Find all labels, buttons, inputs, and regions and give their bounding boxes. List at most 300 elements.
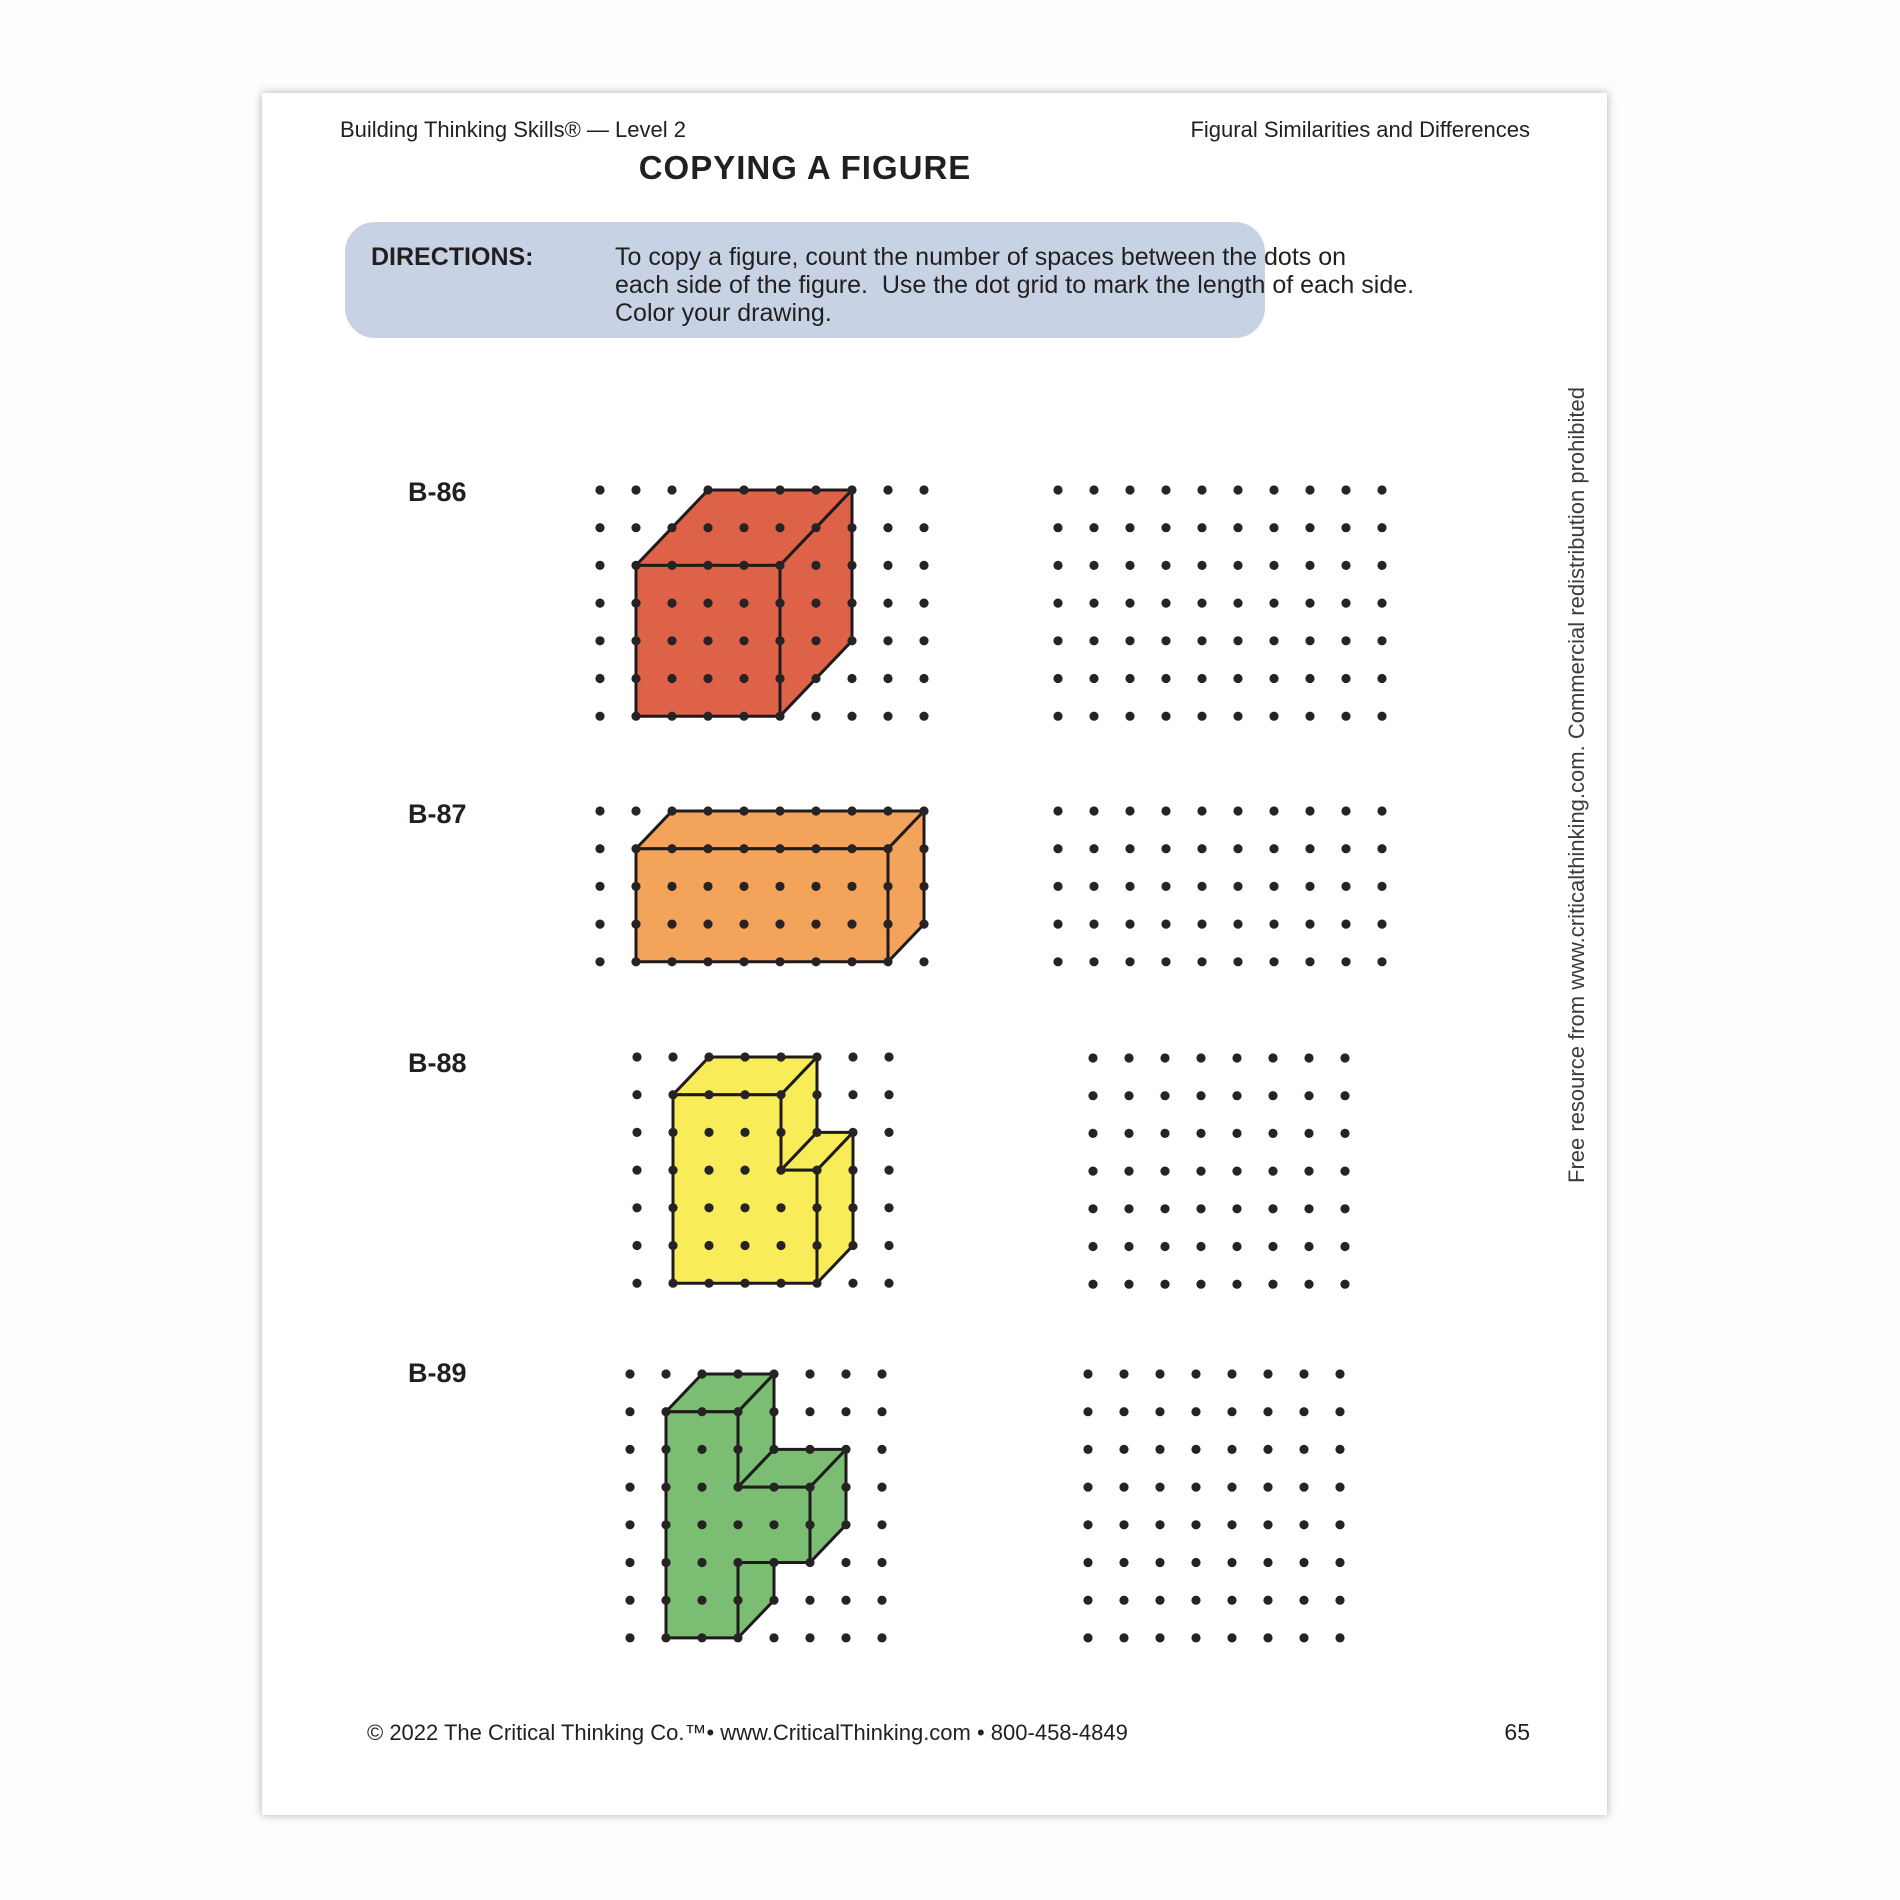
grid-dot [919, 920, 928, 929]
grid-dot [1305, 674, 1314, 683]
grid-dot [1233, 674, 1242, 683]
grid-dot [1233, 636, 1242, 645]
grid-dot [776, 1241, 785, 1250]
grid-dot [1377, 636, 1386, 645]
grid-dot [661, 1445, 670, 1454]
grid-dot [877, 1369, 886, 1378]
grid-dot [667, 957, 676, 966]
grid-dot [1089, 957, 1098, 966]
grid-dot [1232, 1242, 1241, 1251]
grid-dot [1305, 599, 1314, 608]
grid-dot [1377, 599, 1386, 608]
grid-dot [1124, 1167, 1133, 1176]
grid-dot [805, 1369, 814, 1378]
grid-dot [1269, 957, 1278, 966]
grid-dot [884, 1241, 893, 1250]
grid-dot [841, 1596, 850, 1605]
grid-dot [704, 1128, 713, 1137]
grid-dot [1197, 844, 1206, 853]
grid-dot [1305, 806, 1314, 815]
grid-dot [847, 712, 856, 721]
grid-dot [1197, 957, 1206, 966]
problem-label-b86: B-86 [408, 477, 467, 507]
grid-dot [775, 674, 784, 683]
grid-dot [1124, 1204, 1133, 1213]
grid-dot [1089, 636, 1098, 645]
grid-dot [775, 712, 784, 721]
grid-dot [1341, 957, 1350, 966]
b86-copy-grid[interactable] [1053, 485, 1386, 720]
grid-dot [1197, 636, 1206, 645]
grid-dot [883, 674, 892, 683]
grid-dot [739, 485, 748, 494]
grid-dot [848, 1090, 857, 1099]
grid-dot [1053, 920, 1062, 929]
grid-dot [1227, 1483, 1236, 1492]
grid-dot [667, 882, 676, 891]
grid-dot [704, 1279, 713, 1288]
grid-dot [1053, 523, 1062, 532]
grid-dot [632, 1203, 641, 1212]
grid-dot [919, 957, 928, 966]
grid-dot [1304, 1204, 1313, 1213]
grid-dot [733, 1633, 742, 1642]
grid-dot [739, 882, 748, 891]
grid-dot [884, 1279, 893, 1288]
grid-dot [776, 1052, 785, 1061]
grid-dot [883, 712, 892, 721]
grid-dot [1233, 523, 1242, 532]
grid-dot [1304, 1280, 1313, 1289]
grid-dot [883, 636, 892, 645]
grid-dot [1083, 1407, 1092, 1416]
grid-dot [1161, 523, 1170, 532]
grid-dot [1197, 561, 1206, 570]
grid-dot [1196, 1204, 1205, 1213]
grid-dot [697, 1369, 706, 1378]
grid-dot [841, 1369, 850, 1378]
grid-dot [811, 806, 820, 815]
grid-dot [703, 957, 712, 966]
problem-label-b89: B-89 [408, 1358, 467, 1388]
grid-dot [847, 599, 856, 608]
grid-dot [667, 806, 676, 815]
grid-dot [848, 1128, 857, 1137]
grid-dot [703, 561, 712, 570]
grid-dot [733, 1596, 742, 1605]
grid-dot [1124, 1091, 1133, 1100]
grid-dot [739, 599, 748, 608]
grid-dot [632, 1128, 641, 1137]
grid-dot [1089, 712, 1098, 721]
grid-dot [631, 806, 640, 815]
page-title: COPYING A FIGURE [638, 149, 972, 186]
grid-dot [733, 1558, 742, 1567]
grid-dot [661, 1369, 670, 1378]
grid-dot [919, 485, 928, 494]
grid-dot [632, 1090, 641, 1099]
grid-dot [1233, 599, 1242, 608]
grid-dot [1191, 1633, 1200, 1642]
grid-dot [775, 957, 784, 966]
grid-dot [769, 1369, 778, 1378]
grid-dot [733, 1407, 742, 1416]
grid-dot [1191, 1558, 1200, 1567]
grid-dot [812, 1090, 821, 1099]
grid-dot [625, 1369, 634, 1378]
grid-dot [805, 1407, 814, 1416]
grid-dot [775, 485, 784, 494]
grid-dot [1083, 1369, 1092, 1378]
grid-dot [1232, 1053, 1241, 1062]
grid-dot [841, 1407, 850, 1416]
grid-dot [811, 882, 820, 891]
grid-dot [667, 674, 676, 683]
grid-dot [884, 1128, 893, 1137]
grid-dot [1341, 485, 1350, 494]
grid-dot [1119, 1407, 1128, 1416]
grid-dot [739, 674, 748, 683]
grid-dot [1125, 712, 1134, 721]
grid-dot [1263, 1445, 1272, 1454]
grid-dot [1377, 844, 1386, 853]
grid-dot [1232, 1129, 1241, 1138]
grid-dot [1305, 920, 1314, 929]
side-note-vertical-text: Free resource from www.criticalthinking.com. Commercial redistribution prohibited [1564, 387, 1589, 1183]
grid-dot [1233, 485, 1242, 494]
grid-dot [1341, 561, 1350, 570]
grid-dot [811, 599, 820, 608]
grid-dot [595, 712, 604, 721]
grid-dot [919, 806, 928, 815]
grid-dot [841, 1445, 850, 1454]
grid-dot [883, 485, 892, 494]
grid-dot [812, 1166, 821, 1175]
grid-dot [661, 1520, 670, 1529]
grid-dot [775, 561, 784, 570]
grid-dot [1161, 636, 1170, 645]
grid-dot [811, 561, 820, 570]
grid-dot [1125, 674, 1134, 683]
grid-dot [1335, 1596, 1344, 1605]
grid-dot [1341, 599, 1350, 608]
grid-dot [1233, 844, 1242, 853]
grid-dot [1124, 1242, 1133, 1251]
grid-dot [811, 523, 820, 532]
grid-dot [668, 1052, 677, 1061]
grid-dot [775, 806, 784, 815]
grid-dot [668, 1166, 677, 1175]
grid-dot [877, 1520, 886, 1529]
grid-dot [811, 957, 820, 966]
grid-dot [667, 485, 676, 494]
grid-dot [1299, 1483, 1308, 1492]
grid-dot [1268, 1053, 1277, 1062]
grid-dot [1196, 1053, 1205, 1062]
grid-dot [805, 1483, 814, 1492]
grid-dot [919, 674, 928, 683]
grid-dot [841, 1558, 850, 1567]
grid-dot [1299, 1558, 1308, 1567]
grid-dot [703, 920, 712, 929]
grid-dot [631, 844, 640, 853]
grid-dot [1088, 1242, 1097, 1251]
grid-dot [1268, 1129, 1277, 1138]
grid-dot [1083, 1483, 1092, 1492]
grid-dot [1197, 712, 1206, 721]
grid-dot [733, 1520, 742, 1529]
grid-dot [769, 1633, 778, 1642]
grid-dot [1227, 1369, 1236, 1378]
grid-dot [1377, 712, 1386, 721]
grid-dot [1119, 1633, 1128, 1642]
grid-dot [595, 674, 604, 683]
grid-dot [1119, 1445, 1128, 1454]
grid-dot [884, 1166, 893, 1175]
grid-dot [919, 599, 928, 608]
grid-dot [1155, 1633, 1164, 1642]
grid-dot [1155, 1407, 1164, 1416]
b88-example-grid [632, 1052, 893, 1287]
grid-dot [1305, 882, 1314, 891]
grid-dot [1119, 1520, 1128, 1529]
grid-dot [1340, 1242, 1349, 1251]
grid-dot [739, 844, 748, 853]
grid-dot [776, 1128, 785, 1137]
grid-dot [883, 523, 892, 532]
grid-dot [1088, 1280, 1097, 1289]
grid-dot [1335, 1558, 1344, 1567]
grid-dot [1299, 1520, 1308, 1529]
grid-dot [703, 882, 712, 891]
grid-dot [811, 674, 820, 683]
grid-dot [1125, 920, 1134, 929]
b89-copy-grid[interactable] [1083, 1369, 1344, 1642]
grid-dot [697, 1596, 706, 1605]
grid-dot [1083, 1558, 1092, 1567]
grid-dot [595, 523, 604, 532]
grid-dot [1089, 485, 1098, 494]
grid-dot [1155, 1369, 1164, 1378]
grid-dot [1263, 1483, 1272, 1492]
grid-dot [740, 1279, 749, 1288]
grid-dot [625, 1445, 634, 1454]
grid-dot [1305, 844, 1314, 853]
grid-dot [883, 844, 892, 853]
grid-dot [1340, 1053, 1349, 1062]
grid-dot [1119, 1369, 1128, 1378]
grid-dot [775, 636, 784, 645]
grid-dot [1161, 561, 1170, 570]
grid-dot [661, 1596, 670, 1605]
grid-dot [1227, 1596, 1236, 1605]
grid-dot [1125, 844, 1134, 853]
directions-line: each side of the figure. Use the dot grid to mark the length of each side. [615, 271, 1415, 299]
grid-dot [847, 920, 856, 929]
grid-dot [1232, 1204, 1241, 1213]
grid-dot [1089, 523, 1098, 532]
grid-dot [1299, 1633, 1308, 1642]
grid-dot [1160, 1204, 1169, 1213]
grid-dot [1227, 1633, 1236, 1642]
grid-dot [884, 1052, 893, 1061]
grid-dot [1053, 599, 1062, 608]
grid-dot [1124, 1053, 1133, 1062]
grid-dot [769, 1483, 778, 1492]
grid-dot [877, 1558, 886, 1567]
grid-dot [661, 1558, 670, 1567]
grid-dot [703, 806, 712, 815]
grid-dot [805, 1445, 814, 1454]
grid-dot [739, 636, 748, 645]
grid-dot [776, 1279, 785, 1288]
grid-dot [805, 1520, 814, 1529]
grid-dot [1161, 882, 1170, 891]
problem-label-b87: B-87 [408, 799, 467, 829]
grid-dot [1232, 1091, 1241, 1100]
grid-dot [661, 1633, 670, 1642]
grid-dot [1161, 957, 1170, 966]
grid-dot [1335, 1407, 1344, 1416]
grid-dot [1155, 1483, 1164, 1492]
grid-dot [1053, 485, 1062, 494]
grid-dot [1088, 1091, 1097, 1100]
grid-dot [1161, 844, 1170, 853]
b87-example-grid [595, 806, 928, 966]
grid-dot [1196, 1129, 1205, 1138]
grid-dot [919, 636, 928, 645]
grid-dot [1196, 1280, 1205, 1289]
grid-dot [883, 599, 892, 608]
directions-line: To copy a figure, count the number of spaces between the dots on [615, 243, 1347, 271]
grid-dot [847, 957, 856, 966]
grid-dot [811, 844, 820, 853]
grid-dot [1263, 1369, 1272, 1378]
grid-dot [1196, 1091, 1205, 1100]
grid-dot [1335, 1633, 1344, 1642]
grid-dot [775, 882, 784, 891]
grid-dot [812, 1128, 821, 1137]
grid-dot [1119, 1596, 1128, 1605]
grid-dot [1089, 882, 1098, 891]
grid-dot [595, 957, 604, 966]
grid-dot [919, 561, 928, 570]
grid-dot [595, 485, 604, 494]
grid-dot [632, 1052, 641, 1061]
grid-dot [697, 1520, 706, 1529]
grid-dot [847, 674, 856, 683]
grid-dot [1299, 1445, 1308, 1454]
grid-dot [625, 1596, 634, 1605]
grid-dot [632, 1279, 641, 1288]
grid-dot [1053, 636, 1062, 645]
grid-dot [1377, 806, 1386, 815]
grid-dot [1335, 1369, 1344, 1378]
grid-dot [1161, 674, 1170, 683]
grid-dot [1340, 1091, 1349, 1100]
grid-dot [631, 674, 640, 683]
grid-dot [811, 920, 820, 929]
grid-dot [776, 1203, 785, 1212]
grid-dot [1341, 806, 1350, 815]
grid-dot [1197, 920, 1206, 929]
grid-dot [667, 636, 676, 645]
b87-copy-grid[interactable] [1053, 806, 1386, 966]
grid-dot [595, 882, 604, 891]
header-section-title: Figural Similarities and Differences [1190, 117, 1530, 142]
grid-dot [1196, 1242, 1205, 1251]
grid-dot [733, 1369, 742, 1378]
grid-dot [1233, 561, 1242, 570]
grid-dot [1263, 1633, 1272, 1642]
b87-top-face [636, 811, 924, 849]
grid-dot [877, 1445, 886, 1454]
b89-lower-right-face [738, 1563, 774, 1638]
grid-dot [1155, 1558, 1164, 1567]
grid-dot [1341, 844, 1350, 853]
grid-dot [848, 1241, 857, 1250]
grid-dot [631, 523, 640, 532]
grid-dot [1305, 957, 1314, 966]
grid-dot [1125, 957, 1134, 966]
worksheet-page [262, 93, 1607, 1815]
grid-dot [704, 1241, 713, 1250]
b88-copy-grid[interactable] [1088, 1053, 1349, 1288]
grid-dot [847, 882, 856, 891]
grid-dot [1191, 1407, 1200, 1416]
grid-dot [884, 1203, 893, 1212]
grid-dot [631, 712, 640, 721]
grid-dot [1088, 1204, 1097, 1213]
grid-dot [1089, 844, 1098, 853]
grid-dot [1053, 561, 1062, 570]
grid-dot [1233, 712, 1242, 721]
grid-dot [1125, 485, 1134, 494]
grid-dot [704, 1052, 713, 1061]
grid-dot [1191, 1483, 1200, 1492]
grid-dot [877, 1483, 886, 1492]
grid-dot [739, 561, 748, 570]
b89-example-grid [625, 1369, 886, 1642]
grid-dot [877, 1596, 886, 1605]
grid-dot [667, 561, 676, 570]
grid-dot [739, 957, 748, 966]
grid-dot [847, 844, 856, 853]
grid-dot [1161, 485, 1170, 494]
header-book-title: Building Thinking Skills® — Level 2 [340, 117, 686, 142]
grid-dot [1377, 485, 1386, 494]
grid-dot [740, 1203, 749, 1212]
grid-dot [1197, 806, 1206, 815]
grid-dot [667, 599, 676, 608]
grid-dot [883, 806, 892, 815]
grid-dot [1124, 1129, 1133, 1138]
grid-dot [1340, 1167, 1349, 1176]
grid-dot [1191, 1520, 1200, 1529]
grid-dot [1196, 1167, 1205, 1176]
grid-dot [1304, 1053, 1313, 1062]
grid-dot [1125, 806, 1134, 815]
grid-dot [1268, 1204, 1277, 1213]
grid-dot [1125, 523, 1134, 532]
grid-dot [595, 920, 604, 929]
grid-dot [1161, 920, 1170, 929]
grid-dot [1125, 561, 1134, 570]
grid-dot [848, 1052, 857, 1061]
grid-dot [1233, 882, 1242, 891]
grid-dot [1124, 1280, 1133, 1289]
problem-label-b88: B-88 [408, 1048, 467, 1078]
